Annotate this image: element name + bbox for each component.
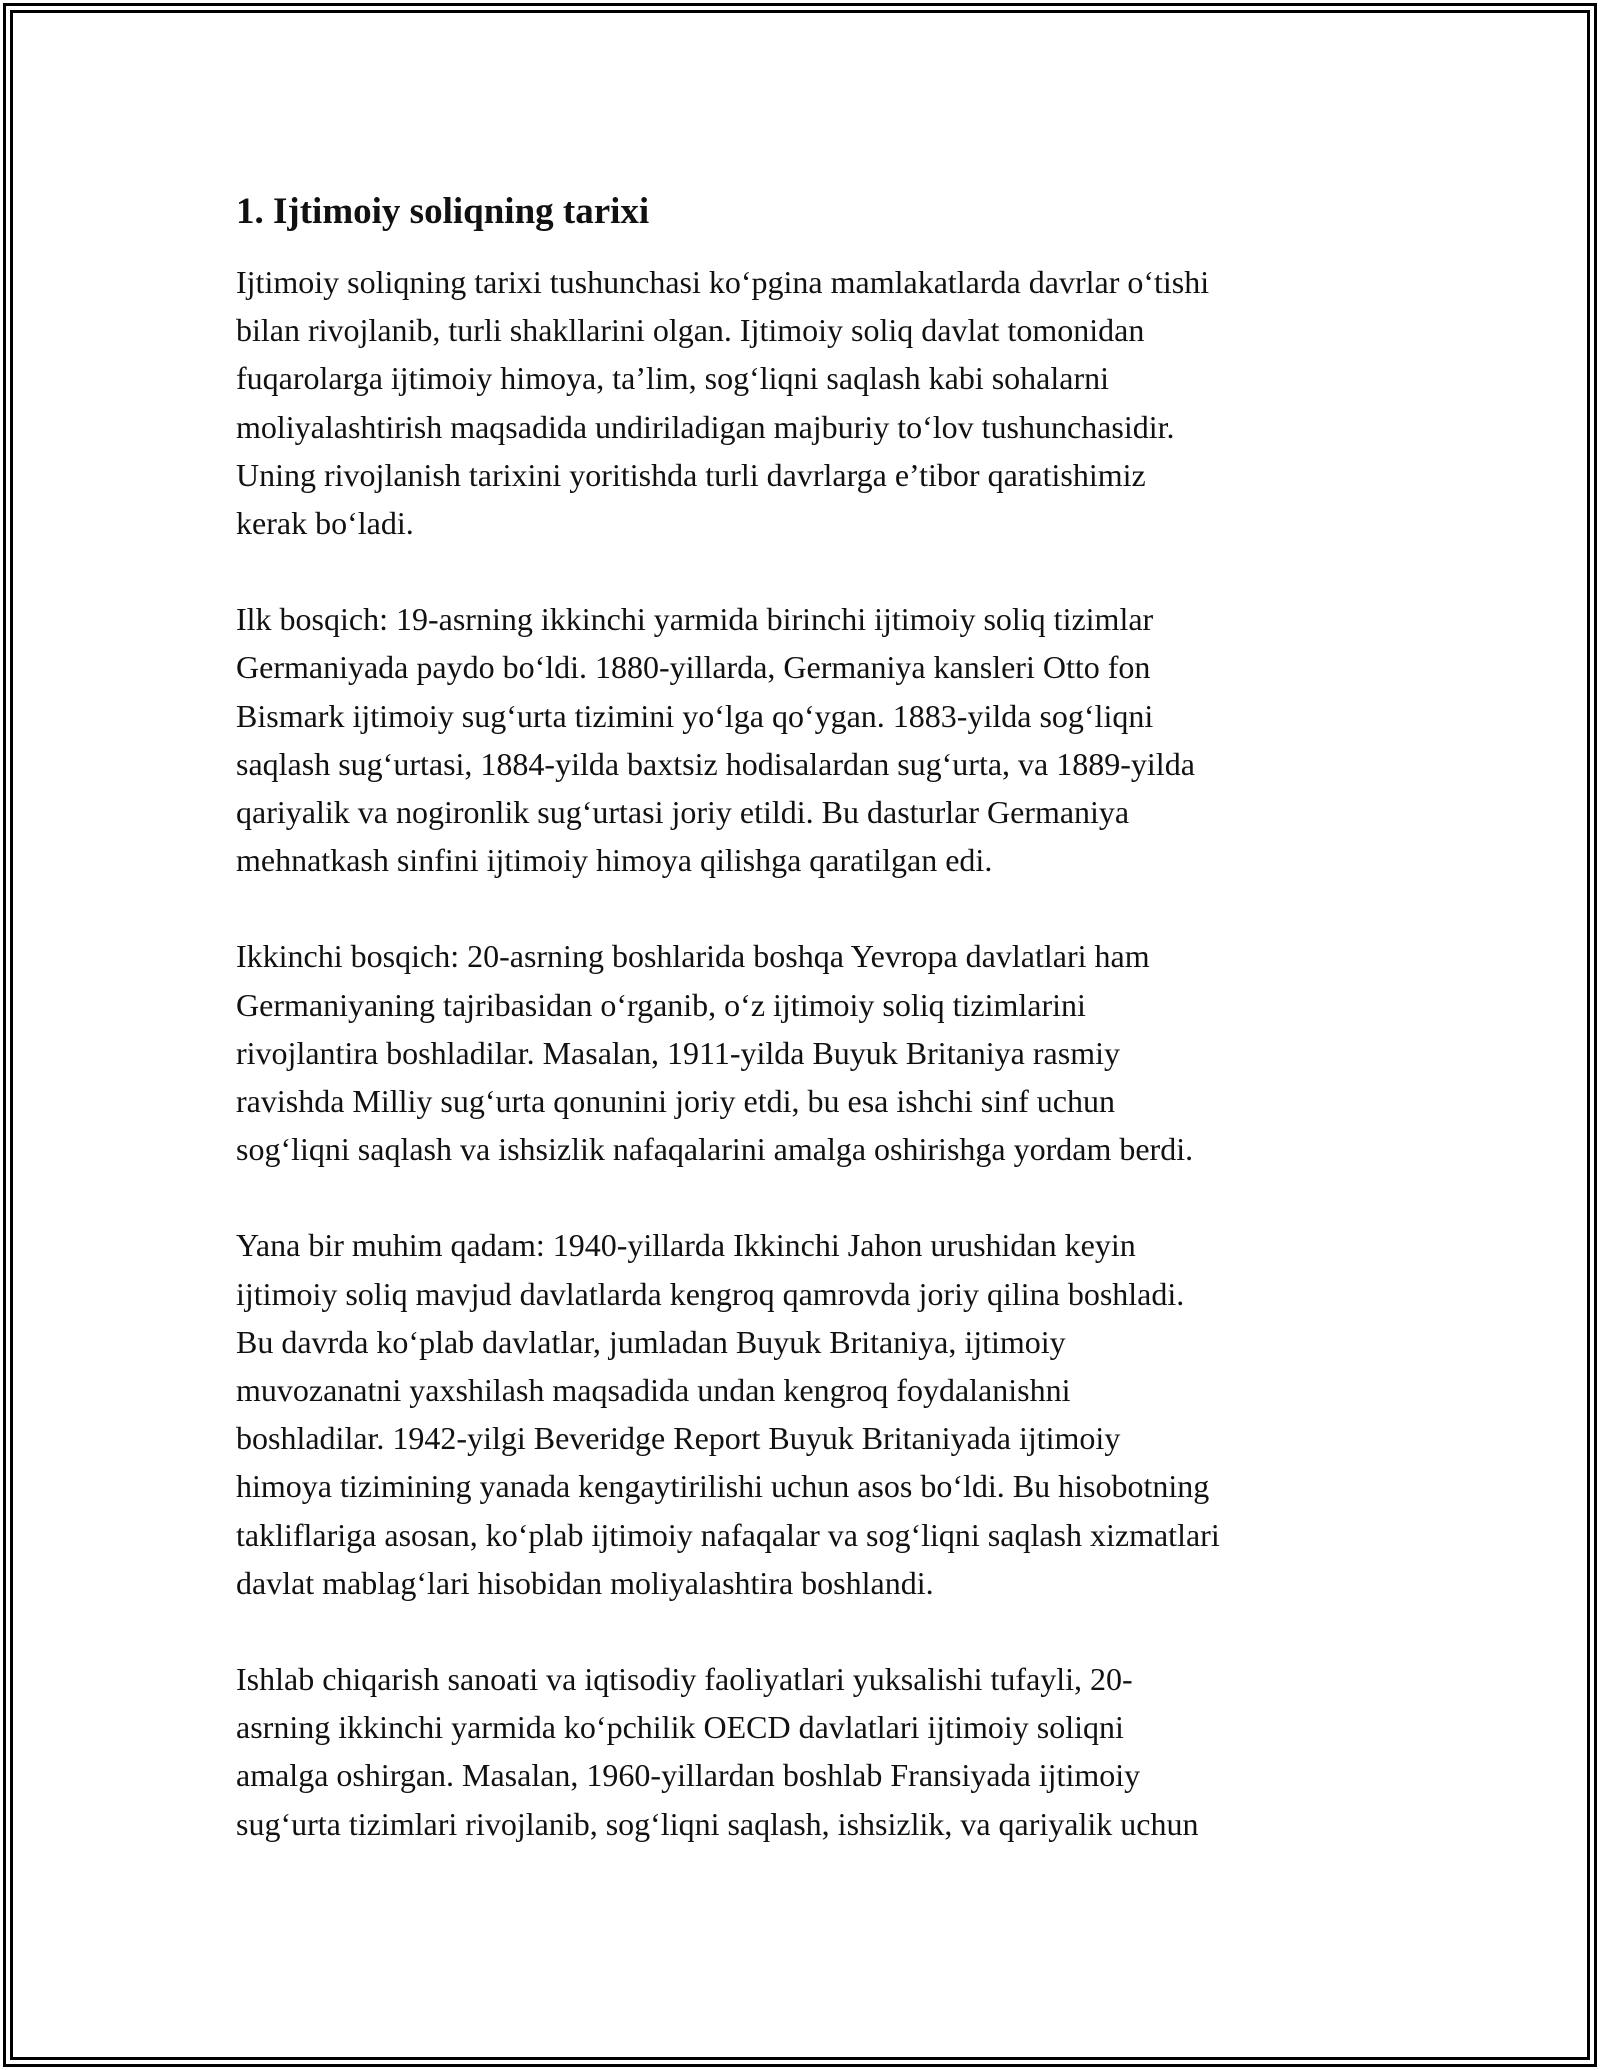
paragraph-line: ijtimoiy soliq mavjud davlatlarda kengroq qamrovda joriy qilina boshladi.: [236, 1275, 1185, 1312]
paragraph-line: mehnatkash sinfini ijtimoiy himoya qilishga qaratilgan edi.: [236, 842, 993, 879]
paragraph-line: rivojlantira boshladilar. Masalan, 1911-yilda Buyuk Britaniya rasmiy: [236, 1034, 1120, 1071]
paragraph-line: Ilk bosqich: 19-asrning ikkinchi yarmida birinchi ijtimoiy soliq tizimlar: [236, 601, 1154, 638]
paragraph-line: takliflariga asosan, ko‘plab ijtimoiy nafaqalar va sog‘liqni saqlash xizmatlari: [236, 1516, 1220, 1553]
paragraph: [236, 595, 1366, 884]
paragraph: [236, 258, 1366, 547]
paragraph: [236, 1655, 1366, 1848]
paragraph-line: Bu davrda ko‘plab davlatlar, jumladan Buyuk Britaniya, ijtimoiy: [236, 1323, 1066, 1360]
paragraph-line: qariyalik va nogironlik sug‘urtasi joriy etildi. Bu dasturlar Germaniya: [236, 794, 1130, 831]
paragraph-line: sug‘urta tizimlari rivojlanib, sog‘liqni saqlash, ishsizlik, va qariyalik uchun: [236, 1805, 1199, 1842]
paragraph-line: boshladilar. 1942-yilgi Beveridge Report Buyuk Britaniyada ijtimoiy: [236, 1420, 1121, 1457]
paragraph-line: ravishda Milliy sug‘urta qonunini joriy etdi, bu esa ishchi sinf uchun: [236, 1083, 1115, 1120]
document-body: [236, 188, 1366, 1896]
paragraph: [236, 1221, 1366, 1607]
paragraph-line: saqlash sug‘urtasi, 1884-yilda baxtsiz hodisalardan sug‘urta, va 1889-yilda: [236, 745, 1195, 782]
paragraph-line: Bismark ijtimoiy sug‘urta tizimini yo‘lga qo‘ygan. 1883-yilda sog‘liqni: [236, 697, 1154, 734]
paragraph-line: Uning rivojlanish tarixini yoritishda turli davrlarga e’tibor qaratishimiz: [236, 456, 1146, 493]
paragraph-line: Ijtimoiy soliqning tarixi tushunchasi ko‘pgina mamlakatlarda davrlar o‘tishi: [236, 264, 1210, 300]
paragraph-line: davlat mablag‘lari hisobidan moliyalashtira boshlandi.: [236, 1564, 934, 1601]
paragraph-line: sog‘liqni saqlash va ishsizlik nafaqalarini amalga oshirishga yordam berdi.: [236, 1131, 1194, 1168]
paragraph-line: Ishlab chiqarish sanoati va iqtisodiy faoliyatlari yuksalishi tufayli, 20-: [236, 1661, 1133, 1698]
paragraph-line: Germaniyada paydo bo‘ldi. 1880-yillarda, Germaniya kansleri Otto fon: [236, 649, 1151, 686]
paragraph-line: bilan rivojlanib, turli shakllarini olgan. Ijtimoiy soliq davlat tomonidan: [236, 312, 1145, 349]
paragraph-line: Yana bir muhim qadam: 1940-yillarda Ikkinchi Jahon urushidan keyin: [236, 1227, 1136, 1264]
paragraph-line: himoya tizimining yanada kengaytirilishi uchun asos bo‘ldi. Bu hisobotning: [236, 1468, 1210, 1505]
section-heading: 1. Ijtimoiy soliqning tarixi: [236, 191, 650, 232]
paragraph-line: Germaniyaning tajribasidan o‘rganib, o‘z ijtimoiy soliq tizimlarini: [236, 986, 1086, 1023]
paragraph-list: [236, 258, 1366, 1848]
paragraph-line: moliyalashtirish maqsadida undiriladigan majburiy to‘lov tushunchasidir.: [236, 408, 1175, 445]
paragraph-line: asrning ikkinchi yarmida ko‘pchilik OECD davlatlari ijtimoiy soliqni: [236, 1709, 1124, 1746]
paragraph-line: kerak bo‘ladi.: [236, 505, 414, 542]
paragraph-line: Ikkinchi bosqich: 20-asrning boshlarida boshqa Yevropa davlatlari ham: [236, 938, 1150, 975]
paragraph-line: amalga oshirgan. Masalan, 1960-yillardan boshlab Fransiyada ijtimoiy: [236, 1757, 1141, 1794]
paragraph: [236, 932, 1366, 1173]
paragraph-line: fuqarolarga ijtimoiy himoya, ta’lim, sog‘liqni saqlash kabi sohalarni: [236, 360, 1110, 397]
paragraph-line: muvozanatni yaxshilash maqsadida undan kengroq foydalanishni: [236, 1372, 1071, 1409]
